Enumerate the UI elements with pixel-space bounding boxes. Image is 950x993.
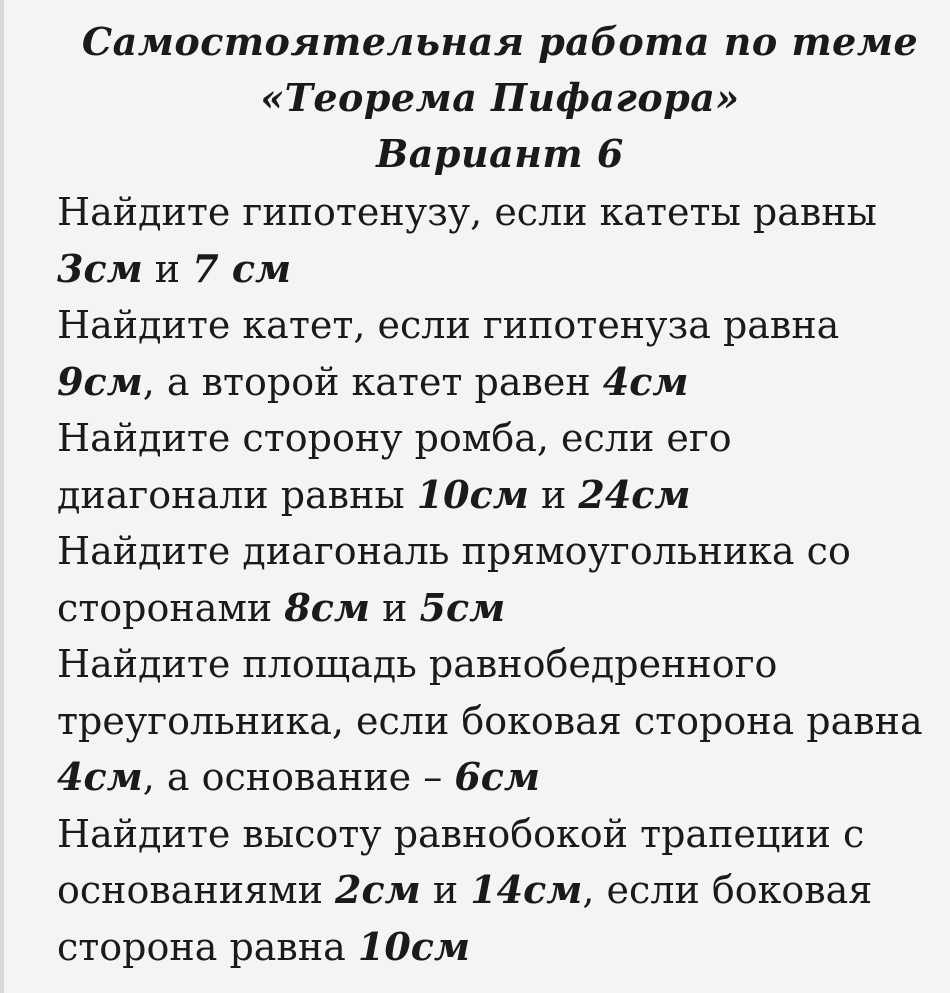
- task-2-connector: , а второй катет равен: [142, 359, 603, 404]
- side-2-value: 5см: [419, 584, 506, 630]
- task-6-values-2: [57, 919, 947, 976]
- task-3-text: Найдите сторону ромба, если его: [57, 416, 732, 460]
- conjunction: и: [420, 868, 471, 912]
- task-6-connector: , если боковая: [582, 868, 873, 912]
- task-4-text: Найдите диагональ прямоугольника со: [57, 529, 851, 573]
- base-value: 6см: [454, 754, 541, 799]
- conjunction: и: [142, 246, 193, 291]
- leg-2-value: 7 см: [192, 245, 292, 291]
- task-6-lead: основаниями: [57, 868, 336, 912]
- worksheet-variant: Вариант 6: [376, 131, 624, 176]
- task-5-text: Найдите площадь равнобедренного: [57, 642, 778, 686]
- task-6-values: [57, 862, 947, 919]
- task-1-text: Найдите гипотенузу, если катеты равны: [57, 190, 877, 234]
- task-5: [57, 636, 947, 806]
- task-5-connector: , а основание –: [142, 755, 455, 799]
- task-2-values: [57, 354, 947, 411]
- lateral-side-value: 4см: [57, 754, 143, 799]
- worksheet-topic: «Теорема Пифагора»: [260, 75, 740, 120]
- task-2: [57, 297, 947, 410]
- task-1: [57, 184, 947, 297]
- task-6: [57, 806, 947, 976]
- lateral-side-value: 10см: [357, 923, 471, 969]
- leg-1-value: 3см: [57, 245, 143, 291]
- task-2-text: Найдите катет, если гипотенуза равна: [57, 303, 840, 347]
- task-3: [57, 410, 947, 523]
- task-5-values: [57, 749, 947, 806]
- leg-value: 4см: [602, 358, 689, 404]
- base-2-value: 14см: [470, 867, 583, 912]
- task-3-lead: диагонали равны: [57, 472, 417, 517]
- task-6-text: Найдите высоту равнобокой трапеции с: [57, 811, 865, 856]
- task-3-values: [57, 467, 947, 524]
- task-list: [57, 184, 947, 975]
- diagonal-1-value: 10см: [416, 471, 529, 517]
- task-4: [57, 523, 947, 636]
- worksheet-title: Самостоятельная работа по теме: [81, 19, 919, 64]
- side-1-value: 8см: [284, 584, 371, 630]
- conjunction: и: [528, 472, 579, 517]
- task-1-values: [57, 241, 947, 298]
- task-4-values: [57, 580, 947, 637]
- task-4-lead: сторонами: [57, 585, 285, 630]
- task-5-text-2: треугольника, если боковая сторона равна: [57, 698, 923, 743]
- worksheet-heading: [0, 14, 950, 182]
- diagonal-2-value: 24см: [578, 471, 691, 517]
- conjunction: и: [370, 585, 420, 630]
- hypotenuse-value: 9см: [57, 358, 143, 404]
- task-6-lead-2: сторона равна: [57, 924, 358, 969]
- base-1-value: 2см: [335, 867, 421, 912]
